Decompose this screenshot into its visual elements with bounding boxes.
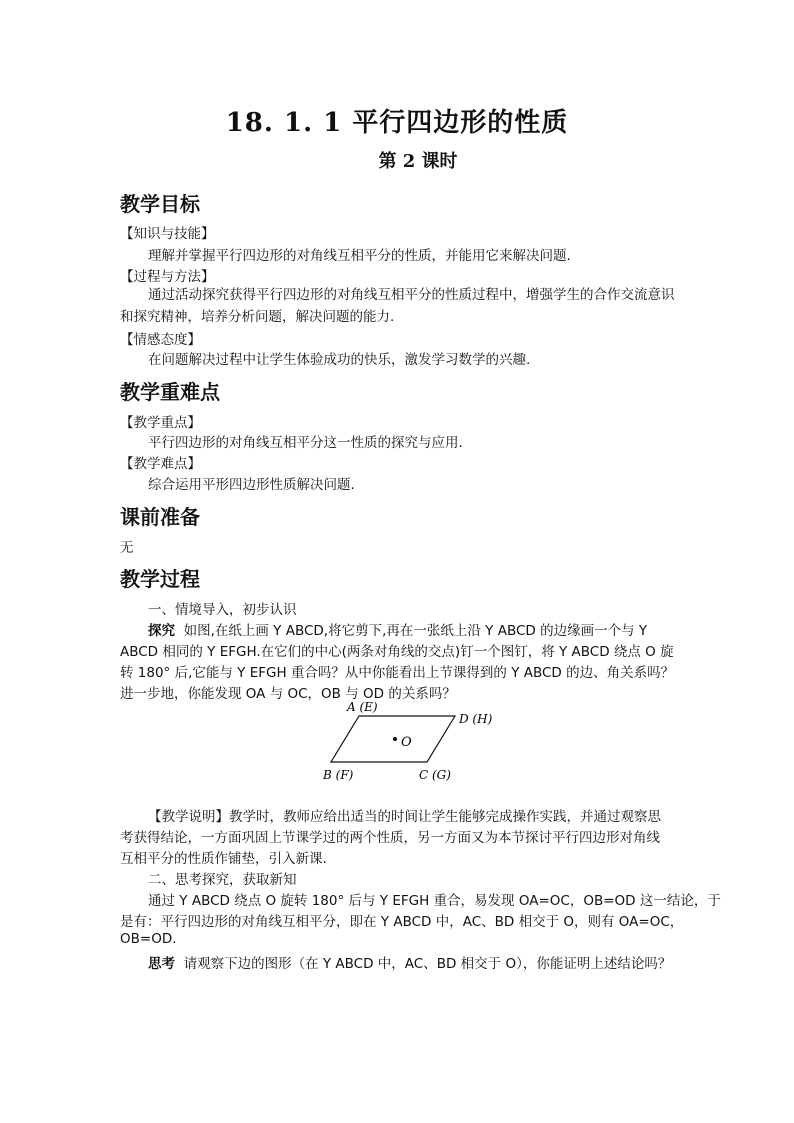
page-subtitle: 第 2 课时	[378, 151, 458, 172]
key-text: 平行四边形的对角线互相平分这一性质的探究与应用.	[148, 435, 463, 451]
rotate-line-1: 通过 Y ABCD 绕点 O 旋转 180° 后与 Y EFGH 重合，易发现 OA=OC，OB=OD 这一结论，于	[148, 893, 721, 909]
rotate-line-2: 是有：平行四边形的对角线互相平分，即在 Y ABCD 中，AC、BD 相交于 O，则有 OA=OC，	[120, 914, 684, 930]
label-o: O	[401, 735, 412, 750]
objectives-heading: 教学目标	[120, 192, 200, 216]
think-label: 思考	[148, 956, 175, 972]
difficult-tag: 【教学难点】	[120, 456, 201, 472]
emotion-tag: 【情感态度】	[120, 332, 201, 348]
process-text: 通过活动探究获得平行四边形的对角线互相平分的性质过程中，增强学生的合作交流意识和探究精神，培养分析问题，解决问题的能力.	[120, 287, 675, 325]
center-point	[393, 737, 397, 741]
knowledge-text: 理解并掌握平行四边形的对角线互相平分的性质，并能用它来解决问题.	[148, 248, 571, 264]
step2-title: 二、思考探究，获取新知	[148, 872, 297, 888]
explore-line-2: ABCD 相同的 Y EFGH.在它们的中心(两条对角线的交点)钉一个图钉，将 Y ABCD 绕点 O 旋	[120, 644, 674, 660]
rotate-line-3: OB=OD.	[120, 931, 177, 947]
parallelogram-figure	[315, 696, 505, 782]
explore-label: 探究	[148, 623, 175, 639]
page-title: 18. 1. 1 平行四边形的性质	[225, 108, 569, 138]
key-tag: 【教学重点】	[120, 415, 201, 431]
note-line-3: 互相平分的性质作铺垫，引入新课.	[120, 851, 327, 867]
difficult-text: 综合运用平形四边形性质解决问题.	[148, 477, 355, 493]
note-line-1: 【教学说明】教学时，教师应给出适当的时间让学生能够完成操作实践，并通过观察思	[148, 809, 661, 825]
note-line-2: 考获得结论，一方面巩固上节课学过的两个性质，另一方面又为本节探讨平行四边形对角线	[120, 830, 660, 846]
label-d: D (H)	[459, 712, 493, 726]
knowledge-tag: 【知识与技能】	[120, 226, 215, 242]
explore-line-4: 进一步地，你能发现 OA 与 OC，OB 与 OD 的关系吗？	[120, 686, 456, 702]
label-c: C (G)	[419, 768, 451, 782]
step1-title: 一、情境导入，初步认识	[148, 602, 297, 618]
preparation-heading: 课前准备	[120, 505, 200, 529]
explore-line-3: 转 180° 后,它能与 Y EFGH 重合吗？从中你能看出上节课得到的 Y ABCD 的边、角关系吗？	[120, 665, 675, 681]
preparation-text: 无	[120, 540, 134, 556]
emotion-text: 在问题解决过程中让学生体验成功的快乐，激发学习数学的兴趣.	[148, 352, 531, 368]
key-points-heading: 教学重难点	[120, 380, 220, 404]
process-tag: 【过程与方法】	[120, 269, 215, 285]
label-a: A (E)	[347, 700, 378, 714]
label-b: B (F)	[323, 768, 354, 782]
think-line: 思考 请观察下边的图形（在 Y ABCD 中，AC、BD 相交于 O），你能证明上述结论吗？	[148, 956, 672, 972]
process-heading: 教学过程	[120, 567, 200, 591]
explore-line-1: 探究 如图,在纸上画 Y ABCD,将它剪下,再在一张纸上沿 Y ABCD 的边缘画一个与 Y	[148, 623, 648, 639]
